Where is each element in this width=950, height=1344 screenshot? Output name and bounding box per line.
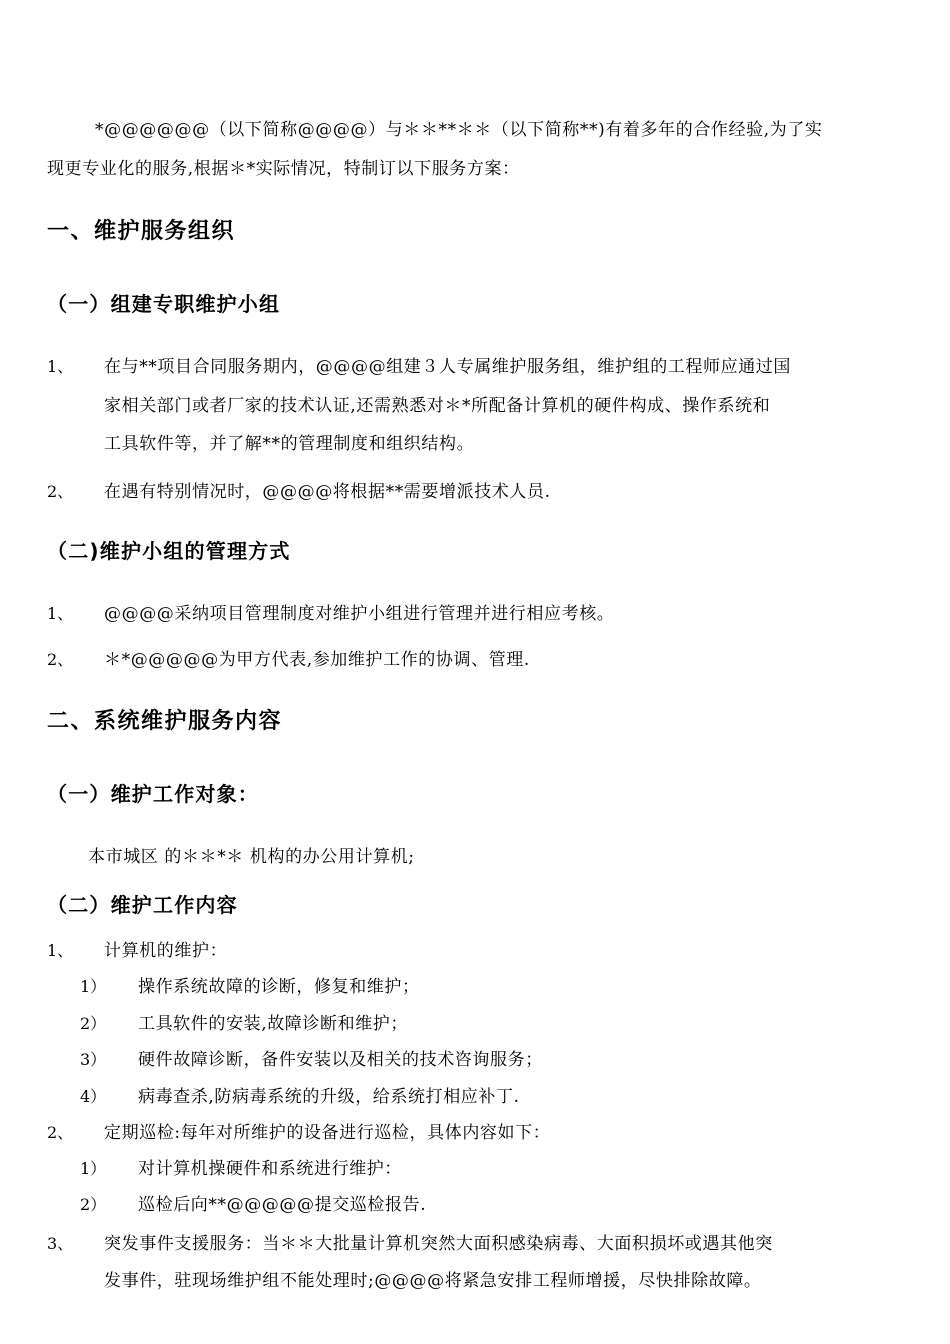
list-item-line: 在与**项目合同服务期内，@@@@组建３人专属维护服务组，维护组的工程师应通过国 — [104, 357, 791, 377]
sub-list-number: 1） — [80, 1159, 107, 1178]
list-item-line: 工具软件等，并了解**的管理制度和组织结构。 — [104, 434, 475, 454]
list-item-line: 突发事件支援服务：当＊＊大批量计算机突然大面积感染病毒、大面积损坏或遇其他突 — [104, 1234, 773, 1254]
list-number: 1、 — [47, 357, 74, 376]
sub-list-number: 2） — [80, 1014, 107, 1033]
list-number: 1、 — [47, 941, 74, 960]
list-item-line: 家相关部门或者厂家的技术认证,还需熟悉对＊*所配备计算机的硬件构成、操作系统和 — [104, 396, 771, 416]
list-number: 2、 — [47, 1123, 74, 1142]
list-number: 2、 — [47, 482, 74, 501]
section-2-sub-2-heading: （二）维护工作内容 — [47, 893, 238, 917]
list-number: 2、 — [47, 650, 74, 669]
sub-list-item: 工具软件的安装,故障诊断和维护； — [138, 1014, 409, 1034]
sub-list-number: 2） — [80, 1195, 107, 1214]
sub-list-number: 4） — [80, 1087, 107, 1106]
sub-list-item: 病毒查杀,防病毒系统的升级，给系统打相应补丁. — [138, 1087, 520, 1107]
maintenance-target-text: 本市城区 的＊＊*＊ 机构的办公用计算机; — [88, 847, 415, 867]
list-number: 3、 — [47, 1234, 74, 1253]
list-item-line: 定期巡检:每年对所维护的设备进行巡检，具体内容如下： — [104, 1123, 551, 1143]
section-1-sub-2-heading: （二)维护小组的管理方式 — [47, 539, 291, 563]
sub-list-item: 对计算机操硬件和系统进行维护： — [138, 1159, 402, 1179]
list-item-line: 在遇有特别情况时，@@@@将根据**需要增派技术人员. — [104, 482, 551, 502]
sub-list-item: 硬件故障诊断，备件安装以及相关的技术咨询服务； — [138, 1050, 543, 1070]
sub-list-item: 操作系统故障的诊断，修复和维护； — [138, 977, 420, 997]
sub-list-number: 1） — [80, 977, 107, 996]
section-2-heading: 二、系统维护服务内容 — [47, 709, 283, 734]
section-2-sub-1-heading: （一）维护工作对象： — [47, 782, 259, 806]
list-item-line: ＊*@@@@@为甲方代表,参加维护工作的协调、管理. — [104, 650, 530, 670]
section-1-heading: 一、维护服务组织 — [47, 219, 236, 244]
intro-line-1: *@@@@@@（以下简称@@@@）与＊＊**＊＊（以下简称**)有着多年的合作经验,为了实 — [95, 120, 823, 140]
list-item-line: 计算机的维护： — [104, 941, 228, 961]
list-item-line: 发事件，驻现场维护组不能处理时;@@@@将紧急安排工程师增援，尽快排除故障。 — [104, 1271, 762, 1291]
list-item-line: @@@@采纳项目管理制度对维护小组进行管理并进行相应考核。 — [104, 604, 615, 624]
sub-list-number: 3） — [80, 1050, 107, 1069]
intro-line-2: 现更专业化的服务,根据＊*实际情况，特制订以下服务方案： — [47, 159, 520, 179]
list-number: 1、 — [47, 604, 74, 623]
sub-list-item: 巡检后向**@@@@@提交巡检报告. — [138, 1195, 427, 1215]
section-1-sub-1-heading: （一）组建专职维护小组 — [47, 292, 281, 316]
